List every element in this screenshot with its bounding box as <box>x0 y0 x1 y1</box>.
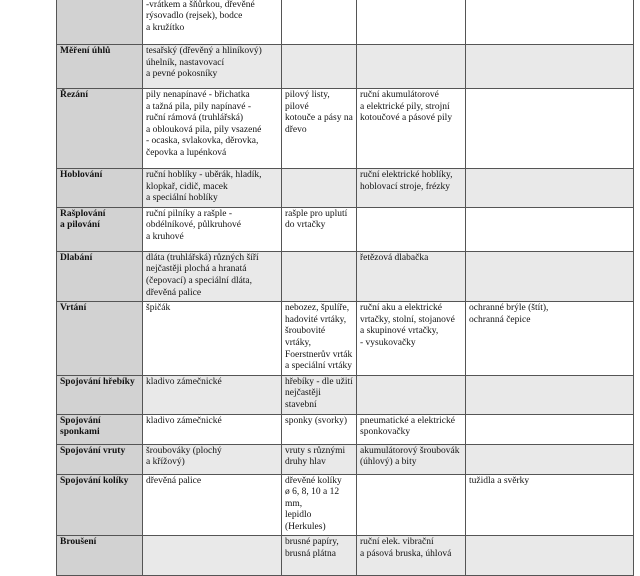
table-cell <box>466 375 634 414</box>
table-cell: kladivo zámečnické <box>143 414 282 444</box>
table-cell <box>357 0 466 45</box>
table-cell <box>357 375 466 414</box>
table-row <box>57 251 634 301</box>
table-cell: pily nenapínavé - břichatka a tažná pila, pily napínavé - ruční rámová (truhlářská) a oblouková pila, pily vsazené - ocaska, svlakovka, děrovka, čepovka a lupénková <box>143 89 282 169</box>
table-cell <box>466 414 634 444</box>
row-header: Spojování vruty <box>57 444 143 474</box>
table-row <box>57 45 634 89</box>
table-cell <box>282 45 357 89</box>
table-cell: sponky (svorky) <box>282 414 357 444</box>
table-cell: ruční elektrické hoblíky, hoblovací stroje, frézky <box>357 169 466 208</box>
table-cell: nebozez, špulíře, hadovité vrtáky, šroubovité vrtáky, Foerstnerův vrták a speciální vrtáky <box>282 302 357 376</box>
table-cell <box>282 0 357 45</box>
table-row <box>57 0 634 45</box>
table-cell <box>466 169 634 208</box>
table-cell <box>357 45 466 89</box>
table-cell: řetězová dlabačka <box>357 251 466 301</box>
table-cell <box>466 207 634 251</box>
table-cell: dřevěná palice <box>143 474 282 536</box>
table-cell: tužidla a svěrky <box>466 474 634 536</box>
table-cell: dřevěné kolíky ø 6, 8, 10 a 12 mm, lepidlo (Herkules) <box>282 474 357 536</box>
row-header: Broušení <box>57 536 143 576</box>
table-row <box>57 375 634 414</box>
table-cell: hřebíky - dle užití nejčastěji stavební <box>282 375 357 414</box>
table-cell: dláta (truhlářská) různých šíří nejčastěji plochá a hranatá (čepovací) a speciální dláta, dřevěná palice <box>143 251 282 301</box>
row-header: Měření úhlů <box>57 45 143 89</box>
table-cell: ruční akumulátorové a elektrické pily, strojní kotoučové a pásové pily <box>357 89 466 169</box>
table-row <box>57 207 634 251</box>
table-cell <box>282 251 357 301</box>
table-row <box>57 302 634 376</box>
row-header: Řezání <box>57 89 143 169</box>
row-header: Rašplování a pilování <box>57 207 143 251</box>
table-row <box>57 536 634 576</box>
row-header: Dlabání <box>57 251 143 301</box>
row-header: Spojování sponkami <box>57 414 143 444</box>
table-cell: ruční elek. vibrační a pásová bruska, úhlová <box>357 536 466 576</box>
table-cell <box>357 207 466 251</box>
row-header: Spojování hřebíky <box>57 375 143 414</box>
table-cell: pilový listy, pilové kotouče a pásy na dřevo <box>282 89 357 169</box>
table-cell <box>143 536 282 576</box>
table-row <box>57 89 634 169</box>
table-cell: ochranné brýle (štít), ochranná čepice <box>466 302 634 376</box>
row-header <box>57 0 143 45</box>
table-cell <box>466 536 634 576</box>
table-cell <box>466 89 634 169</box>
table-cell: tesařský (dřevěný a hliníkový) úhelník, nastavovací a pevné pokosníky <box>143 45 282 89</box>
table-cell: ruční pilníky a rašple - obdélníkové, půlkruhové a kruhové <box>143 207 282 251</box>
table-cell: špičák <box>143 302 282 376</box>
table-row <box>57 169 634 208</box>
table-cell: -vrátkem a šňůrkou, dřevěné rýsovadlo (rejsek), bodce a kružítko <box>143 0 282 45</box>
table-cell <box>466 251 634 301</box>
table-cell: brusné papíry, brusná plátna <box>282 536 357 576</box>
table-cell <box>466 444 634 474</box>
table-cell: rašple pro uplutí do vrtačky <box>282 207 357 251</box>
row-header: Spojování kolíky <box>57 474 143 536</box>
table-cell: akumulátorový šroubovák (úhlový) a bity <box>357 444 466 474</box>
table-cell: kladivo zámečnické <box>143 375 282 414</box>
table-row <box>57 414 634 444</box>
table-cell: šroubováky (plochý a křížový) <box>143 444 282 474</box>
table-cell: ruční aku a elektrické vrtačky, stolní, stojanové a skupinové vrtačky, - vysukovačky <box>357 302 466 376</box>
table-cell <box>466 0 634 45</box>
row-header: Vrtání <box>57 302 143 376</box>
row-header: Hoblování <box>57 169 143 208</box>
table-cell: ruční hoblíky - uběrák, hladík, klopkař, cidič, macek a speciální hoblíky <box>143 169 282 208</box>
table-cell <box>282 169 357 208</box>
table-cell <box>466 45 634 89</box>
table-row <box>57 474 634 536</box>
table-row <box>57 444 634 474</box>
table-cell <box>357 474 466 536</box>
tools-table <box>56 0 634 576</box>
table-cell: pneumatické a elektrické sponkovačky <box>357 414 466 444</box>
table-cell: vruty s různými druhy hlav <box>282 444 357 474</box>
